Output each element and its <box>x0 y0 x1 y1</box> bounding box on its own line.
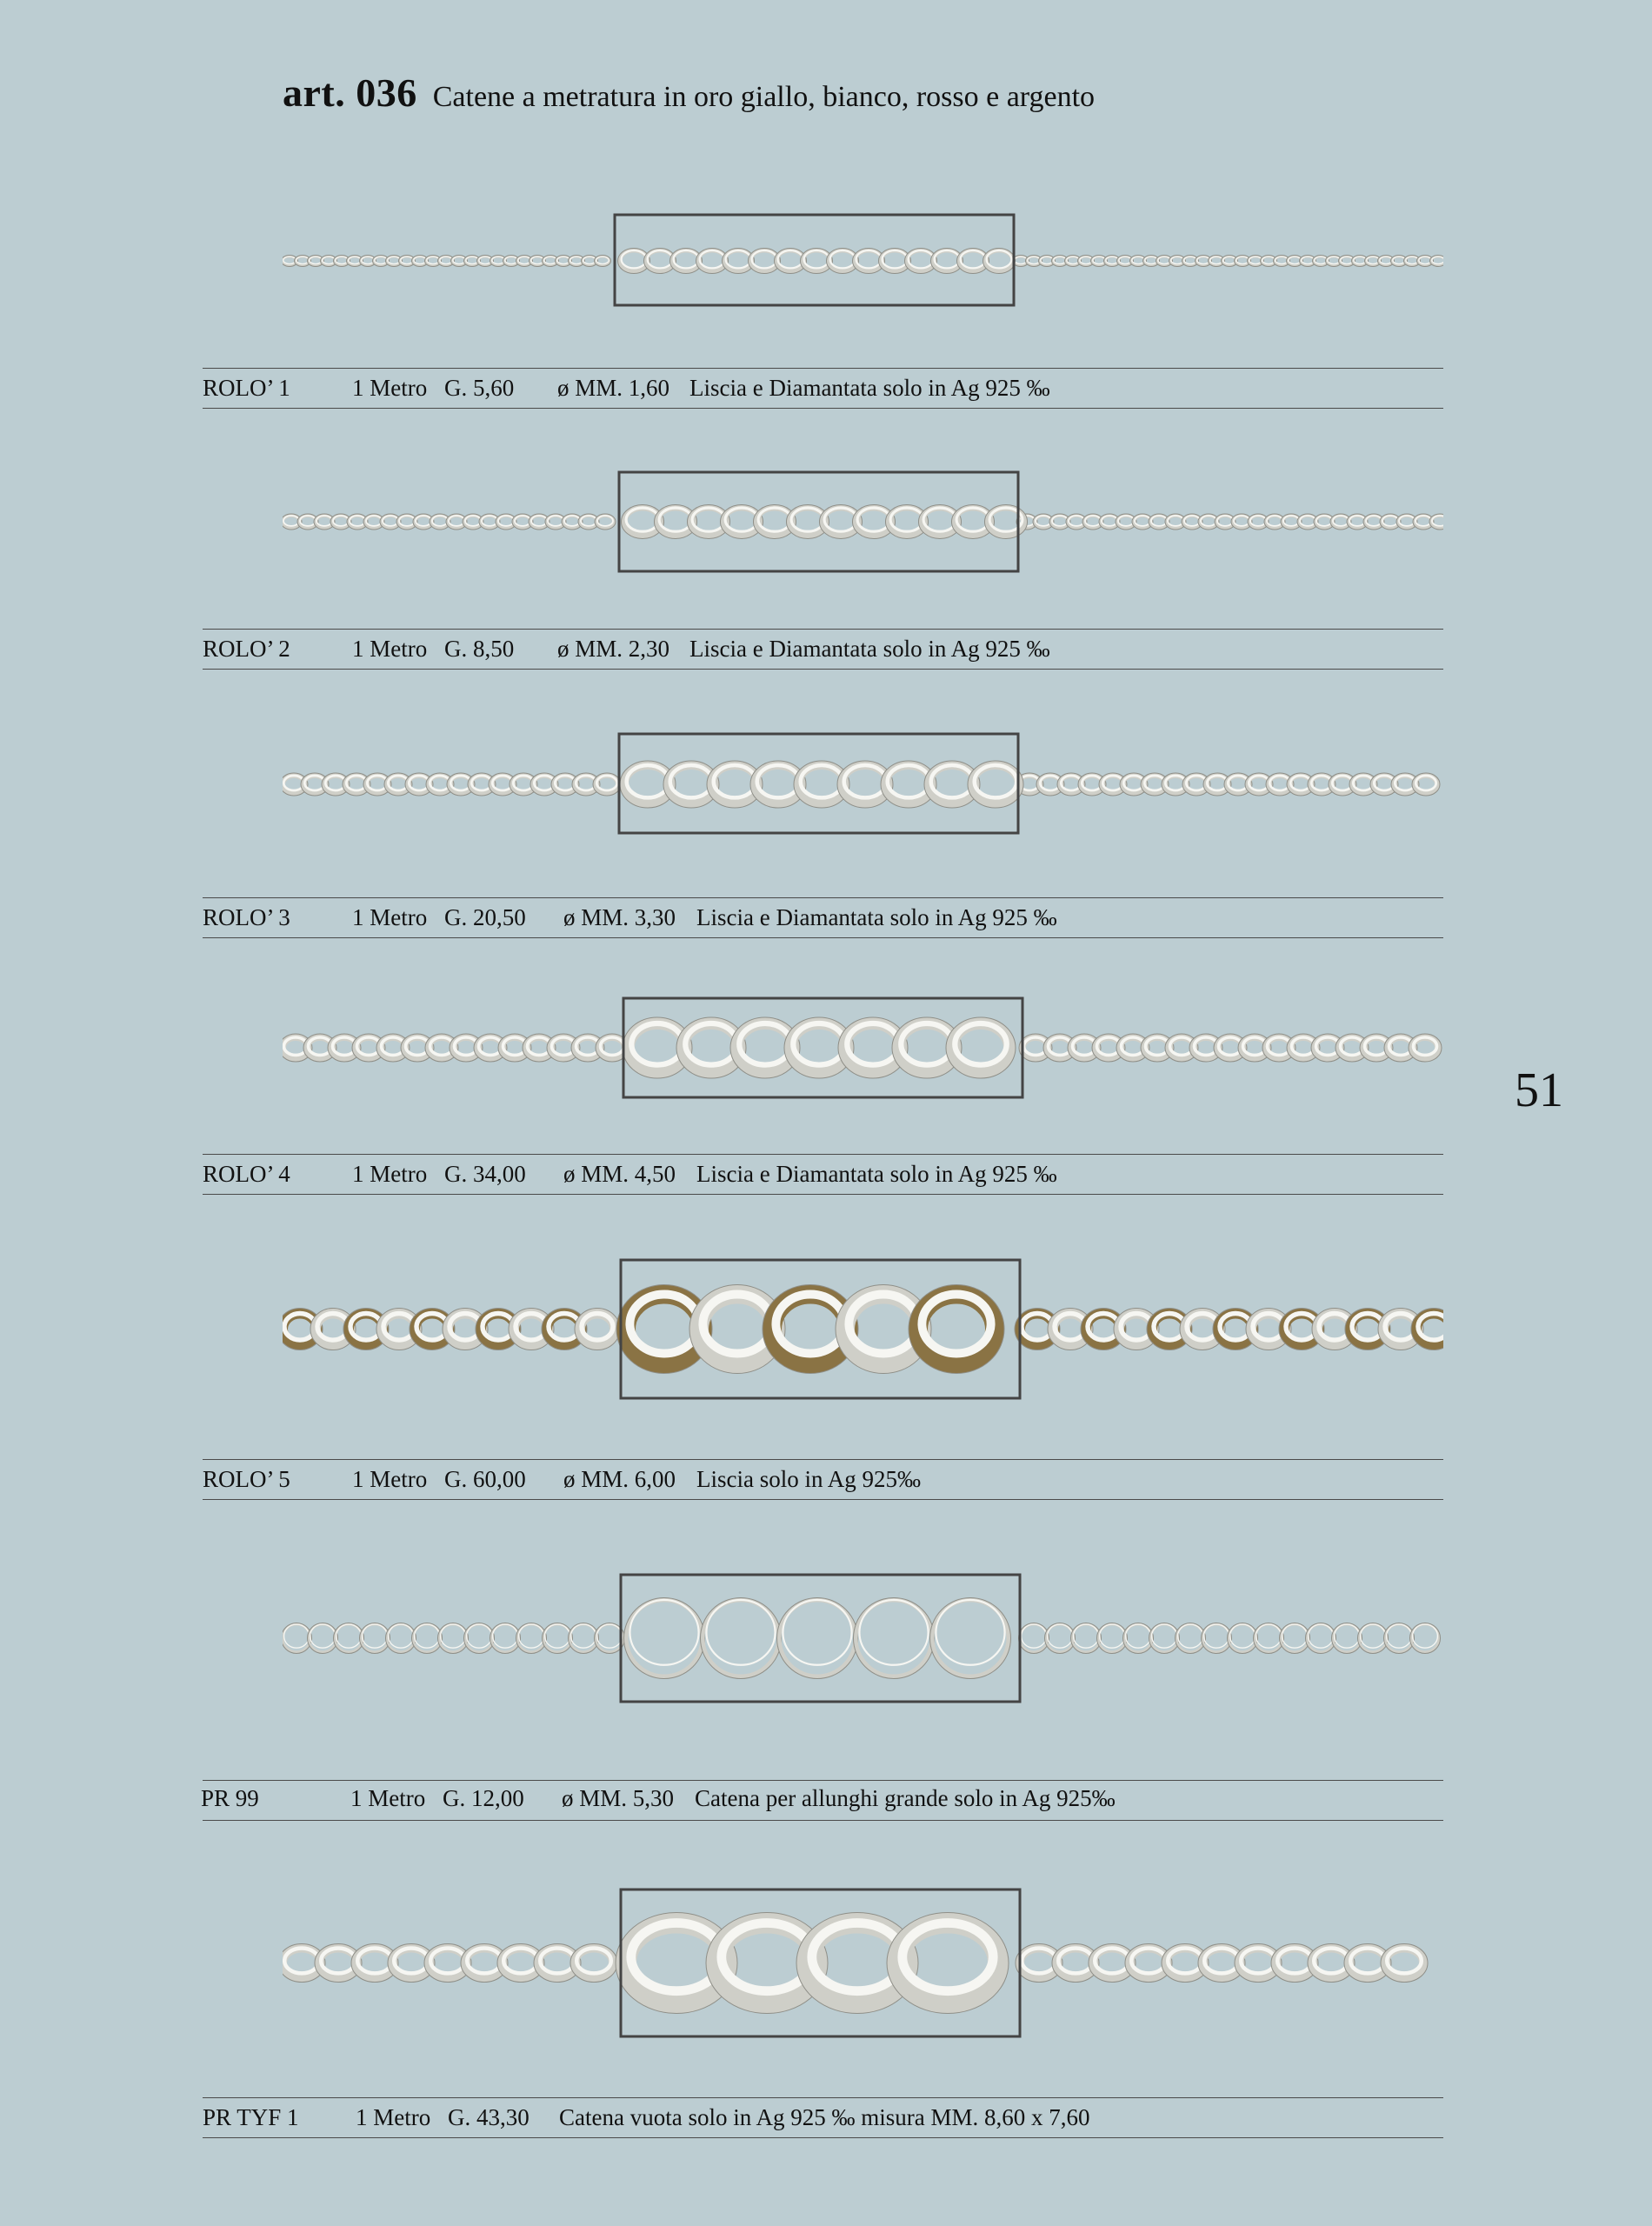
chain-link-highlight <box>1152 1624 1177 1648</box>
chain-link-highlight <box>363 1624 388 1648</box>
divider <box>203 408 1443 409</box>
chain-image-pr-tyf-1 <box>283 1887 1443 2039</box>
product-description: Liscia e Diamantata solo in Ag 925 ‰ <box>696 1161 1057 1187</box>
article-number: art. 036 <box>283 70 417 115</box>
chain-link-highlight <box>1230 1624 1256 1648</box>
chain-link-highlight <box>801 765 843 797</box>
chain-link-highlight <box>883 250 908 268</box>
chain-link-highlight <box>859 1600 928 1665</box>
chain-link-highlight <box>310 1624 336 1648</box>
chain-link-highlight <box>389 1624 414 1648</box>
divider <box>203 1154 1443 1155</box>
chain-link-highlight <box>519 1624 544 1648</box>
chain-link-highlight <box>909 250 934 268</box>
divider <box>203 2097 1443 2098</box>
chain-link-highlight <box>931 765 974 797</box>
chain-link-outline <box>624 1598 705 1679</box>
product-length: 1 Metro <box>352 1161 428 1187</box>
divider <box>203 937 1443 938</box>
chain-link-highlight <box>936 1600 1004 1665</box>
product-code: ROLO’ 5 <box>203 1466 290 1492</box>
chain-link-highlight <box>975 765 1017 797</box>
chain-link-highlight <box>670 765 713 797</box>
divider <box>203 1459 1443 1460</box>
product-weight: G. 8,50 <box>444 636 515 662</box>
chain-image-rolo-4 <box>283 996 1443 1100</box>
chain-image-pr-99 <box>283 1572 1443 1704</box>
product-weight: G. 34,00 <box>444 1161 526 1187</box>
chain-link-highlight <box>752 250 777 268</box>
chain-image-rolo-2 <box>283 470 1443 574</box>
product-code: ROLO’ 3 <box>203 904 290 930</box>
chain-link-outline <box>930 1598 1011 1679</box>
chain-link-highlight <box>622 250 647 268</box>
chain-link-highlight <box>1100 1624 1125 1648</box>
chain-link-highlight <box>1282 1624 1308 1648</box>
divider <box>203 368 1443 369</box>
chain-link-highlight <box>1335 1624 1360 1648</box>
product-length: 1 Metro <box>352 375 428 401</box>
chain-image-rolo-3 <box>283 732 1443 836</box>
chain-link-highlight <box>1309 1624 1334 1648</box>
article-description: Catene a metratura in oro giallo, bianco, rosso e argento <box>432 81 1096 113</box>
chain-link-highlight <box>783 1600 851 1665</box>
chain-link-highlight <box>627 765 669 797</box>
chain-link-highlight <box>935 250 960 268</box>
divider <box>203 1194 1443 1195</box>
chain-link-highlight <box>901 1023 952 1065</box>
chain-link-outline <box>777 1598 858 1679</box>
chain-link-highlight <box>1204 1624 1229 1648</box>
divider <box>203 1820 1443 1821</box>
chain-link-highlight <box>467 1624 492 1648</box>
chain-link-highlight <box>685 1023 736 1065</box>
product-code: ROLO’ 4 <box>203 1161 290 1187</box>
chain-link-highlight <box>1361 1624 1386 1648</box>
chain-link-highlight <box>441 1624 466 1648</box>
chain-link-highlight <box>830 250 856 268</box>
product-weight: G. 60,00 <box>444 1466 526 1492</box>
chain-link-highlight <box>706 1600 775 1665</box>
chain-link-highlight <box>847 1023 898 1065</box>
chain-link-highlight <box>793 1023 844 1065</box>
chain-link-highlight <box>1413 1624 1438 1648</box>
chain-image-rolo-5 <box>283 1257 1443 1401</box>
product-diameter: ø MM. 4,50 <box>563 1161 676 1187</box>
chain-link-highlight <box>856 250 882 268</box>
chain-link-highlight <box>714 765 756 797</box>
chain-link-highlight <box>757 765 800 797</box>
chain-link-highlight <box>1387 1624 1412 1648</box>
chain-link-highlight <box>726 250 751 268</box>
chain-link-highlight <box>674 250 699 268</box>
chain-links-small <box>283 256 1443 267</box>
page-title <box>283 70 1095 116</box>
chain-link-highlight <box>844 765 887 797</box>
product-description: Liscia e Diamantata solo in Ag 925 ‰ <box>689 375 1050 401</box>
product-description: Liscia e Diamantata solo in Ag 925 ‰ <box>696 904 1057 930</box>
chain-link-highlight <box>700 250 725 268</box>
chain-link-highlight <box>1256 1624 1282 1648</box>
divider <box>203 629 1443 630</box>
product-code: PR 99 <box>201 1785 259 1811</box>
product-description: Catena per allunghi grande solo in Ag 925‰ <box>695 1785 1116 1811</box>
product-weight: G. 43,30 <box>448 2104 530 2130</box>
chain-link-highlight <box>631 1023 683 1065</box>
divider <box>203 897 1443 898</box>
product-diameter: ø MM. 6,00 <box>563 1466 676 1492</box>
chain-link-highlight <box>648 250 673 268</box>
product-diameter: ø MM. 1,60 <box>557 375 670 401</box>
chain-link-highlight <box>1048 1624 1073 1648</box>
chain-link-highlight <box>804 250 829 268</box>
chain-link-highlight <box>739 1023 790 1065</box>
product-description: Catena vuota solo in Ag 925 ‰ misura MM. 8,60 x 7,60 <box>559 2104 1090 2130</box>
chain-link-highlight <box>778 250 803 268</box>
product-diameter: ø MM. 3,30 <box>563 904 676 930</box>
product-length: 1 Metro <box>352 636 428 662</box>
chain-link-highlight <box>888 765 930 797</box>
chain-link-highlight <box>961 250 986 268</box>
chain-link-highlight <box>284 1624 310 1648</box>
zoom-frame <box>619 734 1018 833</box>
zoom-frame <box>621 1575 1020 1702</box>
chain-link-highlight <box>629 1600 698 1665</box>
product-code: ROLO’ 2 <box>203 636 290 662</box>
chain-link-highlight <box>1074 1624 1099 1648</box>
product-description: Liscia e Diamantata solo in Ag 925 ‰ <box>689 636 1050 662</box>
chain-link-highlight <box>1178 1624 1203 1648</box>
chain-link-highlight <box>597 1624 623 1648</box>
chain-link-highlight <box>955 1023 1006 1065</box>
zoom-frame <box>621 1260 1020 1398</box>
chain-links-zoom <box>618 249 1016 274</box>
chain-link-highlight <box>1126 1624 1151 1648</box>
product-length: 1 Metro <box>352 904 428 930</box>
product-description: Liscia solo in Ag 925‰ <box>696 1466 921 1492</box>
divider <box>203 2137 1443 2138</box>
product-diameter: ø MM. 5,30 <box>562 1785 675 1811</box>
chain-link-highlight <box>336 1624 362 1648</box>
divider <box>203 1780 1443 1781</box>
chain-link-highlight <box>987 250 1012 268</box>
page-number: 51 <box>1515 1063 1563 1117</box>
product-weight: G. 5,60 <box>444 375 515 401</box>
chain-link-highlight <box>571 1624 596 1648</box>
product-length: 1 Metro <box>356 2104 431 2130</box>
chain-link-highlight <box>545 1624 570 1648</box>
product-diameter: ø MM. 2,30 <box>557 636 670 662</box>
product-length: 1 Metro <box>350 1785 426 1811</box>
chain-link-highlight <box>493 1624 518 1648</box>
chain-link-highlight <box>1022 1624 1047 1648</box>
chain-link-outline <box>701 1598 782 1679</box>
product-code: PR TYF 1 <box>203 2104 299 2130</box>
product-length: 1 Metro <box>352 1466 428 1492</box>
product-code: ROLO’ 1 <box>203 375 290 401</box>
product-weight: G. 12,00 <box>443 1785 524 1811</box>
chain-link-outline <box>854 1598 935 1679</box>
chain-link-highlight <box>415 1624 440 1648</box>
divider <box>203 1499 1443 1500</box>
divider <box>203 669 1443 670</box>
product-weight: G. 20,50 <box>444 904 526 930</box>
chain-image-rolo-1 <box>283 213 1443 309</box>
